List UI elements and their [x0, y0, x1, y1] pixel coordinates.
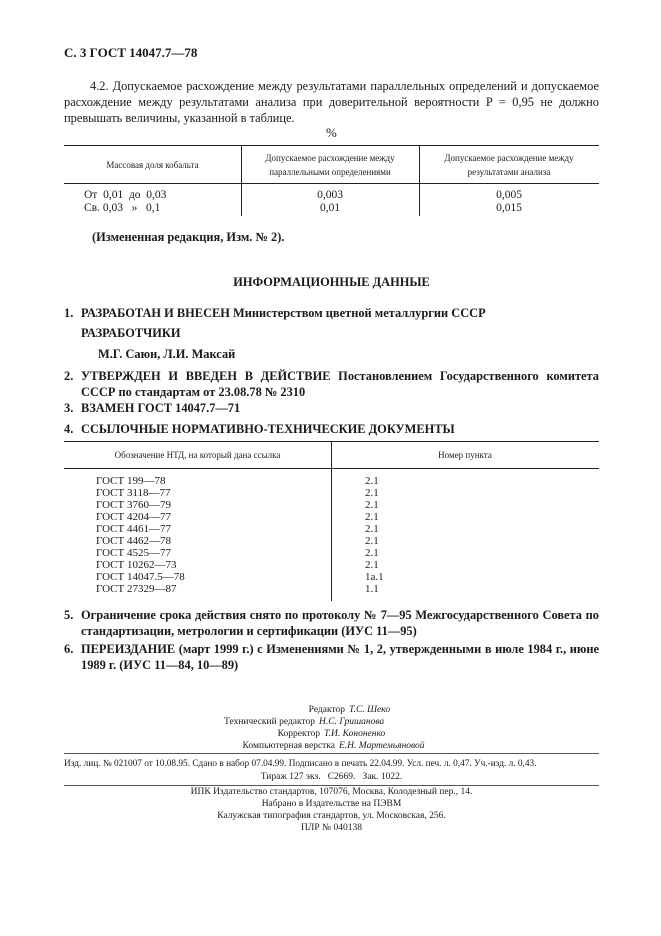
- info-title: ИНФОРМАЦИОННЫЕ ДАННЫЕ: [233, 275, 430, 289]
- table-row-clause: 2.1: [365, 499, 379, 511]
- table-row-clause: 1.1: [365, 583, 379, 595]
- table-cell: 0,01: [319, 202, 341, 214]
- info-item-1: 1. РАЗРАБОТАН И ВНЕСЕН Министерством цветной металлургии СССР: [64, 306, 486, 320]
- credit-name: Т.И. Кононенко: [324, 729, 386, 739]
- table-header-ntd: Обозначение НТД, на который дана ссылка: [114, 450, 281, 460]
- credit-role: Компьютерная верстка: [242, 741, 335, 751]
- print-info: Изд. лиц. № 021007 от 10.08.95. Сдано в набор 07.04.99. Подписано в печать 22.04.99. Усл. печ. л. 0,47. Уч.-изд. л. 0,43.: [64, 759, 537, 769]
- table-header-analysis: Допускаемое расхождение между результатами анализа: [444, 153, 574, 177]
- table-rule-head: [64, 183, 599, 184]
- table-row-ntd: ГОСТ 10262—73: [96, 559, 177, 571]
- table-row-ntd: ГОСТ 199—78: [96, 475, 166, 487]
- credit-role: Редактор: [308, 705, 345, 715]
- table-row-ntd: ГОСТ 4462—78: [96, 535, 171, 547]
- table-rule-top: [64, 145, 599, 146]
- table-header-clause: Номер пункта: [438, 450, 492, 460]
- credit-name: Н.С. Гришанова: [319, 717, 385, 727]
- info-item-3: 3. ВЗАМЕН ГОСТ 14047.7—71: [64, 401, 241, 415]
- percent-unit: %: [326, 125, 337, 140]
- credit-role: Корректор: [277, 729, 320, 739]
- table-row-clause: 2.1: [365, 487, 379, 499]
- table-row-ntd: ГОСТ 14047.5—78: [96, 571, 185, 583]
- table-cell-range: Св. 0,03 » 0,1: [84, 202, 161, 214]
- info-item-2: 2. УТВЕРЖДЕН И ВВЕДЕН В ДЕЙСТВИЕ Постановлением Государственного комитета СССР по стандартам от 23.08.78 № 2310: [64, 369, 599, 399]
- table-cell: 0,003: [317, 189, 343, 201]
- table-row-clause: 2.1: [365, 547, 379, 559]
- table-header-parallel: Допускаемое расхождение между параллельными определениями: [265, 153, 395, 177]
- table-row-ntd: ГОСТ 4204—77: [96, 511, 171, 523]
- table-row-clause: 2.1: [365, 511, 379, 523]
- table-row-ntd: ГОСТ 27329—87: [96, 583, 177, 595]
- table-cell: 0,005: [496, 189, 522, 201]
- developers-names: М.Г. Саюн, Л.И. Максай: [98, 347, 236, 361]
- table-row-clause: 2.1: [365, 475, 379, 487]
- info-item-6: 6. ПЕРЕИЗДАНИЕ (март 1999 г.) с Изменениями № 1, 2, утвержденными в июле 1984 г., июне 1989 г. (ИУС 11—84, 10—89): [64, 642, 599, 672]
- info-item-4: 4. ССЫЛОЧНЫЕ НОРМАТИВНО-ТЕХНИЧЕСКИЕ ДОКУМЕНТЫ: [64, 422, 455, 436]
- publisher-line: ИПК Издательство стандартов, 107076, Москва, Колодезный пер., 14.: [190, 787, 473, 797]
- table-header-cobalt: Массовая доля кобальта: [106, 160, 199, 170]
- table-row-clause: 2.1: [365, 559, 379, 571]
- developers-heading: РАЗРАБОТЧИКИ: [81, 326, 181, 340]
- publisher-line: Калужская типография стандартов, ул. Московская, 256.: [217, 811, 446, 821]
- table-row-ntd: ГОСТ 3760—79: [96, 499, 171, 511]
- table-row-ntd: ГОСТ 4525—77: [96, 547, 171, 559]
- table-row-clause: 2.1: [365, 535, 379, 547]
- table-cell-range: От 0,01 до 0,03: [84, 189, 167, 201]
- publisher-line: Набрано в Издательстве на ПЭВМ: [261, 799, 402, 809]
- divider: [64, 753, 599, 754]
- credit-role: Технический редактор: [224, 717, 315, 727]
- page-header: С. 3 ГОСТ 14047.7—78: [64, 45, 198, 60]
- paragraph-4-2: 4.2. Допускаемое расхождение между результатами параллельных определений и допускаемое расхождение между результатами анализа при доверительной вероятности P = 0,95 не должно превышать величины, указанной в таблице.: [64, 79, 599, 125]
- credit-name: Е.Н. Мартемьяновой: [339, 741, 425, 751]
- amendment-note: (Измененная редакция, Изм. № 2).: [92, 230, 285, 244]
- info-item-5: 5. Ограничение срока действия снято по протоколу № 7—95 Межгосударственного Совета по стандартизации, метрологии и сертификации (ИУС 11—95): [64, 608, 599, 638]
- table-divider: [331, 441, 332, 601]
- table-cell: 0,015: [496, 202, 522, 214]
- table-row-ntd: ГОСТ 3118—77: [96, 487, 171, 499]
- table-row-ntd: ГОСТ 4461—77: [96, 523, 171, 535]
- table-row-clause: 1а.1: [365, 571, 384, 583]
- table-row-clause: 2.1: [365, 523, 379, 535]
- print-run: Тираж 127 экз. С2669. Зак. 1022.: [260, 772, 403, 782]
- credit-name: Т.С. Шеко: [349, 705, 391, 715]
- publisher-line: ПЛР № 040138: [301, 823, 362, 833]
